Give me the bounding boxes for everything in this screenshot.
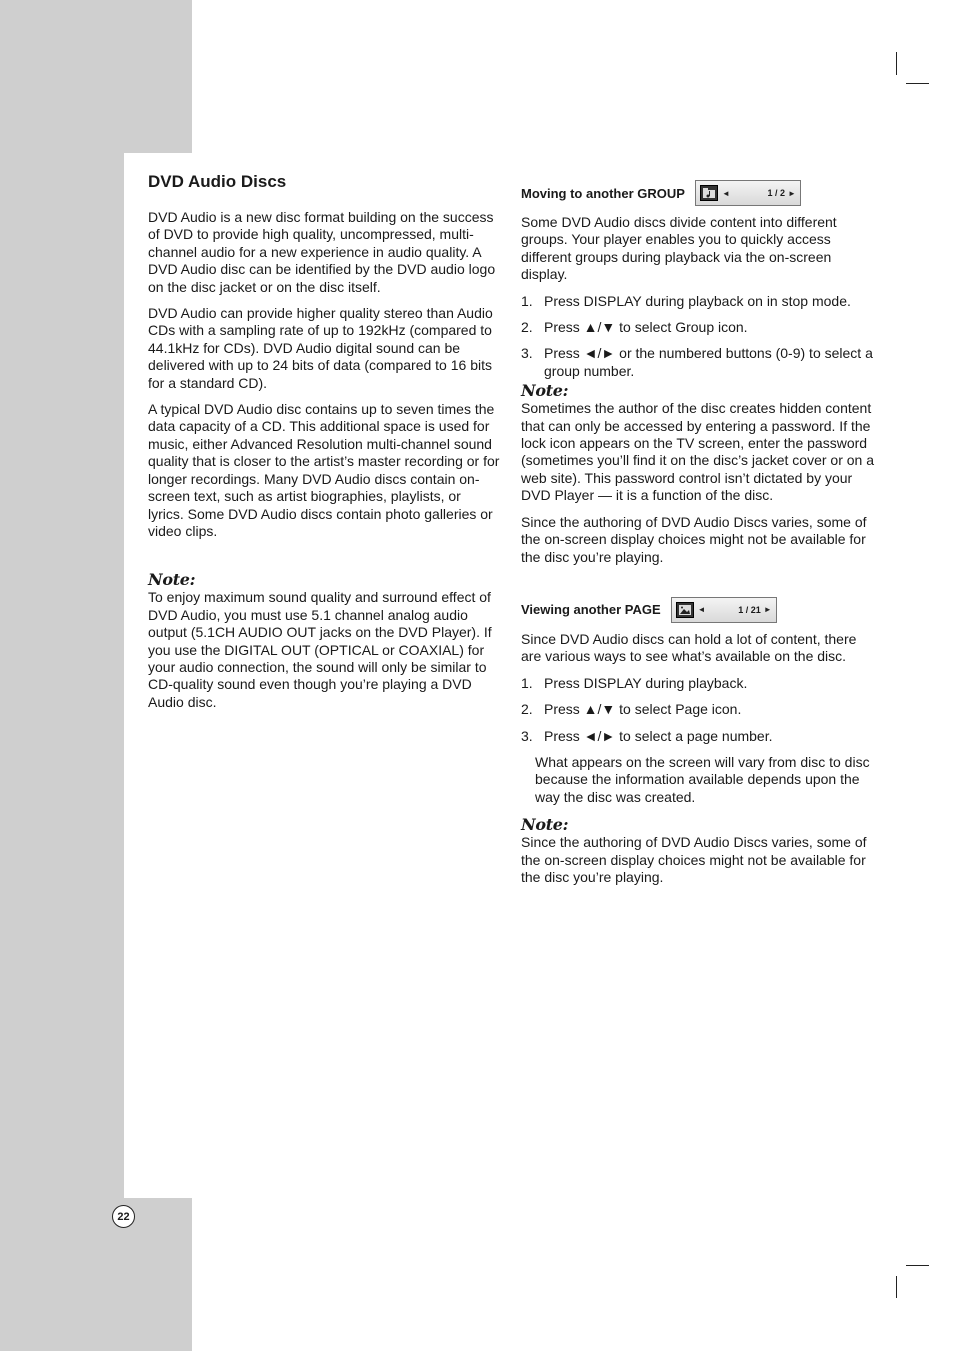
group-steps <box>521 293 876 381</box>
list-item: 2. Press ▲/▼ to select Group icon. <box>521 319 748 336</box>
page-steps <box>521 675 876 745</box>
list-item: 3. Press ◄/► or the numbered buttons (0-9) to select a group number. <box>521 345 873 379</box>
picture-icon <box>678 604 692 616</box>
page-intro: Since DVD Audio discs can hold a lot of content, there are various ways to see what’s available on the disc. <box>521 630 857 665</box>
crop-mark-top-vertical <box>896 52 897 75</box>
intro-paragraph-1: DVD Audio is a new disc format building on the success of DVD to provide high quality, uncompressed, multi-channel audio for a new experience in audio quality. A DVD Audio disc can be identified by the DVD audio logo on the disc jacket or on the disc itself. <box>148 209 496 295</box>
page-osd-display <box>671 597 777 623</box>
crop-mark-bottom-horizontal <box>906 1265 929 1266</box>
list-item: 1. Press DISPLAY during playback. <box>521 674 748 691</box>
group-heading-row <box>521 180 876 206</box>
left-arrow-icon: ◄ <box>697 605 706 615</box>
note-title: Note: <box>148 570 196 590</box>
left-arrow-icon: ◄ <box>721 188 730 198</box>
list-item: 1. Press DISPLAY during playback on in stop mode. <box>521 292 851 309</box>
page-heading-row <box>521 597 876 623</box>
group-count: 1 / 2 <box>767 188 786 198</box>
list-item: 3. Press ◄/► to select a page number. <box>521 727 773 744</box>
right-arrow-icon: ► <box>763 605 772 615</box>
crop-mark-bottom-vertical <box>896 1276 897 1298</box>
group-icon <box>700 185 718 201</box>
group-heading: Moving to another GROUP <box>521 185 685 201</box>
page-extra: What appears on the screen will vary from disc to disc because the information available depends upon the way the disc was created. <box>535 753 870 805</box>
page-heading: Viewing another PAGE <box>521 602 661 618</box>
intro-paragraph-2: DVD Audio can provide higher quality stereo than Audio CDs with a sampling rate of up to 192kHz (compared to 44.1kHz for CDs). DVD Audio digital sound can be delivered with up to 24 bits of data (compared to 16 bits for a standard CD). <box>148 305 493 391</box>
group-note-text-2: Since the authoring of DVD Audio Discs varies, some of the on-screen display choices might not be available for the disc you’re playing. <box>521 513 867 565</box>
list-item: 2. Press ▲/▼ to select Page icon. <box>521 701 742 718</box>
margin-panel-top <box>0 0 192 153</box>
left-column <box>148 172 500 720</box>
page-count: 1 / 21 <box>738 604 761 615</box>
group-osd-display <box>695 180 801 206</box>
crop-mark-top-horizontal <box>906 83 929 84</box>
spacer <box>521 575 876 597</box>
page-number: 22 <box>112 1205 135 1228</box>
page-note-title: Note: <box>521 815 569 835</box>
folder-music-icon <box>702 187 716 199</box>
margin-panel-left <box>0 153 124 1198</box>
intro-paragraph-3: A typical DVD Audio disc contains up to seven times the data capacity of a CD. This additional space is used for music, either Advanced Resolution multi-channel sound quality that is closer to the artist’s master recording or for longer recordings. Many DVD Audio discs contain on-screen text, such as artist biographies, playlists, or lyrics. Some DVD Audio discs contain photo galleries or video clips. <box>148 401 500 539</box>
group-note-text: Sometimes the author of the disc creates hidden content that can only be accessed by entering a password. If the lock icon appears on the TV screen, enter the password (sometimes you’ll find it on the disc’s jacket cover or on a web site). This password control isn’t dictated by your DVD Player — it is a function of the disc. <box>521 400 875 504</box>
group-intro: Some DVD Audio discs divide content into different groups. Your player enables you to quickly access different groups during playback via the on-screen display. <box>521 214 837 283</box>
page-icon <box>676 602 694 618</box>
page-note-text: Since the authoring of DVD Audio Discs varies, some of the on-screen display choices might not be available for the disc you’re playing. <box>521 834 867 885</box>
right-arrow-icon: ► <box>788 188 796 198</box>
note-text: To enjoy maximum sound quality and surround effect of DVD Audio, you must use 5.1 channel analog audio output (5.1CH AUDIO OUT jacks on the DVD Player). If you use the DIGITAL OUT (OPTICAL or COAXIAL) for your audio connection, the sound will only be similar to CD-quality sound even though you’re playing a DVD Audio disc. <box>148 589 492 710</box>
right-column <box>521 180 876 895</box>
group-note-title: Note: <box>521 381 569 401</box>
section-title: DVD Audio Discs <box>148 172 287 191</box>
margin-panel-bottom <box>0 1198 192 1351</box>
